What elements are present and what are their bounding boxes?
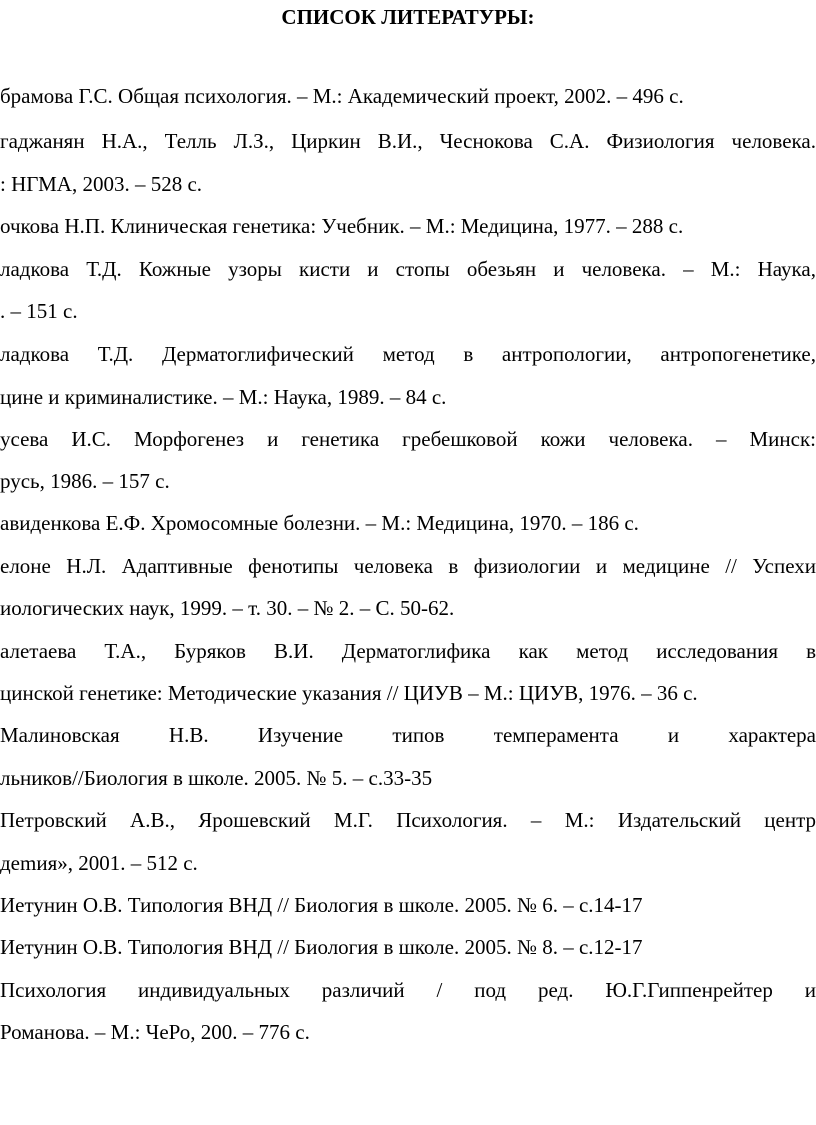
reference-line: дemия», 2001. – 512 с. [0,851,198,875]
reference-line: иологических наук, 1999. – т. 30. – № 2. – С. 50-62. [0,596,455,620]
reference-line: Психология индивидуальных различий / под ред. Ю.Г.Гиппенрейтер и [0,978,816,1002]
reference-line: Иетунин О.В. Типология ВНД // Биология в школе. 2005. № 8. – с.12-17 [0,935,643,959]
reference-line: алетаева Т.А., Буряков В.И. Дерматоглифика как метод исследования в [0,639,816,663]
reference-line: авиденкова Е.Ф. Хромосомные болезни. – М.: Медицина, 1970. – 186 с. [0,511,639,535]
reference-line: гаджанян Н.А., Телль Л.З., Циркин В.И., Чеснокова С.А. Физиология человека. [0,129,816,153]
reference-line: елоне Н.Л. Адаптивные фенотипы человека в физиологии и медицине // Успехи [0,554,816,578]
reference-line: русь, 1986. – 157 с. [0,469,170,493]
reference-line: : НГМА, 2003. – 528 с. [0,172,203,196]
reference-line: ладкова Т.Д. Дерматоглифический метод в антропологии, антропогенетике, [0,342,816,366]
page-title: СПИСОК ЛИТЕРАТУРЫ: [281,5,535,29]
reference-line: брамова Г.С. Общая психология. – М.: Академический проект, 2002. – 496 с. [0,84,684,108]
reference-line: Малиновская Н.В. Изучение типов темперамента и характера [0,723,816,747]
reference-line: Романова. – М.: ЧеРо, 200. – 776 с. [0,1020,310,1044]
reference-line: . – 151 с. [0,299,78,323]
reference-line: очкова Н.П. Клиническая генетика: Учебник. – М.: Медицина, 1977. – 288 с. [0,214,684,238]
reference-line: Иетунин О.В. Типология ВНД // Биология в школе. 2005. № 6. – с.14-17 [0,893,643,917]
reference-line: цинской генетике: Методические указания // ЦИУВ – М.: ЦИУВ, 1976. – 36 с. [0,681,698,705]
reference-line: усева И.С. Морфогенез и генетика гребешковой кожи человека. – Минск: [0,427,816,451]
reference-line: ладкова Т.Д. Кожные узоры кисти и стопы обезьян и человека. – М.: Наука, [0,257,816,281]
reference-line: Петровский А.В., Ярошевский М.Г. Психология. – М.: Издательский центр [0,808,816,832]
reference-line: цине и криминалистике. – М.: Наука, 1989. – 84 с. [0,385,447,409]
reference-line: льников//Биология в школе. 2005. № 5. – с.33-35 [0,766,433,790]
